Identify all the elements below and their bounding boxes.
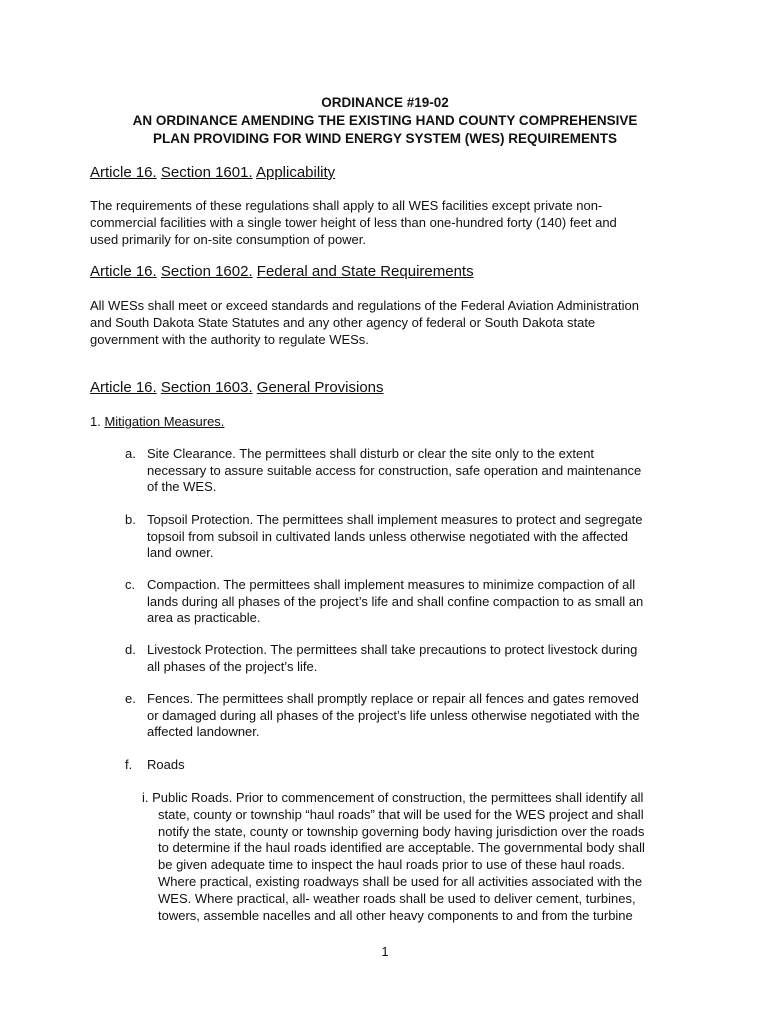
list-marker: b.	[125, 512, 136, 527]
list-marker: c.	[125, 577, 136, 592]
section-name: General Provisions	[256, 379, 384, 396]
public-roads-paragraph	[142, 790, 682, 924]
article-label: Article 16.	[90, 164, 157, 181]
section-label: Section 1601.	[160, 164, 253, 181]
page-number: 1	[381, 944, 389, 959]
article-label: Article 16.	[90, 263, 157, 280]
list-marker: d.	[125, 642, 136, 657]
title-line-2: AN ORDINANCE AMENDING THE EXISTING HAND COUNTY COMPREHENSIVE	[132, 113, 638, 128]
list-item-line: all phases of the project’s life.	[147, 658, 318, 674]
list-item-line: topsoil from subsoil in cultivated lands unless otherwise negotiated with the affected	[147, 528, 629, 544]
paragraph-line: All WESs shall meet or exceed standards and regulations of the Federal Aviation Administration	[90, 298, 639, 313]
section-label: Section 1602.	[160, 263, 253, 280]
paragraph-line: government with the authority to regulate WESs.	[90, 332, 369, 347]
list-item-line: Topsoil Protection. The permittees shall implement measures to protect and segregate	[147, 512, 643, 527]
paragraph-line: state, county or township “haul roads” that will be used for the WES project and shall	[158, 806, 644, 822]
section-1602-heading	[90, 263, 474, 281]
list-item-line: affected landowner.	[147, 724, 260, 739]
section-name: Applicability	[255, 164, 336, 181]
list-item-line: Livestock Protection. The permittees shall take precautions to protect livestock during	[147, 642, 638, 657]
list-item-line: land owner.	[147, 545, 214, 560]
list-marker: e.	[125, 691, 136, 706]
list-item-line: of the WES.	[147, 479, 217, 494]
paragraph-line: WES. Where practical, all- weather roads shall be used to deliver cement, turbines,	[158, 890, 636, 906]
paragraph-line: i. Public Roads. Prior to commencement of construction, the permittees shall identify all	[142, 790, 644, 805]
section-1602-body	[90, 297, 690, 348]
paragraph-line: notify the state, county or township governing body having jurisdiction over the roads	[158, 823, 645, 839]
paragraph-line: Where practical, existing roadways shall be used for all activities associated with the	[158, 873, 643, 889]
list-item-line: Roads	[147, 757, 185, 772]
section-1603-heading	[90, 379, 384, 397]
list-item-line: Compaction. The permittees shall implement measures to minimize compaction of all	[147, 577, 636, 592]
paragraph-line: commercial facilities with a single tower height of less than one-hundred forty (140) feet and	[90, 215, 617, 230]
paragraph-line: and South Dakota State Statutes and any other agency of federal or South Dakota state	[90, 315, 596, 330]
section-1601-heading	[90, 164, 335, 182]
mitigation-label: Mitigation Measures.	[104, 414, 225, 429]
list-item-line: lands during all phases of the project’s life and shall confine compaction to as small an	[147, 593, 644, 609]
list-item-line: area as practicable.	[147, 610, 261, 625]
paragraph-line: towers, assemble nacelles and all other heavy components to and from the turbine	[158, 907, 633, 923]
mitigation-number: 1.	[90, 414, 101, 429]
section-name: Federal and State Requirements	[256, 263, 474, 280]
article-label: Article 16.	[90, 379, 157, 396]
list-marker: a.	[125, 446, 136, 461]
title-line-3: PLAN PROVIDING FOR WIND ENERGY SYSTEM (WES) REQUIREMENTS	[152, 131, 618, 146]
ordinance-title	[90, 94, 680, 148]
paragraph-line: to determine if the haul roads identified are acceptable. The governmental body shall	[158, 840, 645, 856]
paragraph-line: The requirements of these regulations shall apply to all WES facilities except private non-	[90, 198, 603, 213]
section-label: Section 1603.	[160, 379, 253, 396]
mitigation-measures-heading	[90, 413, 224, 430]
list-marker: f.	[125, 757, 133, 772]
paragraph-line: be given adequate time to inspect the haul roads prior to use of these haul roads.	[158, 857, 625, 873]
list-item-line: Site Clearance. The permittees shall disturb or clear the site only to the extent	[147, 446, 595, 461]
section-1601-body	[90, 197, 690, 248]
list-item-line: Fences. The permittees shall promptly replace or repair all fences and gates removed	[147, 691, 639, 706]
list-item-line: necessary to assure suitable access for construction, safe operation and maintenance	[147, 462, 642, 478]
title-line-1: ORDINANCE #19-02	[321, 95, 449, 110]
paragraph-line: used primarily for on-site consumption of power.	[90, 232, 367, 247]
list-item-line: or damaged during all phases of the project’s life unless otherwise negotiated with the	[147, 707, 640, 723]
